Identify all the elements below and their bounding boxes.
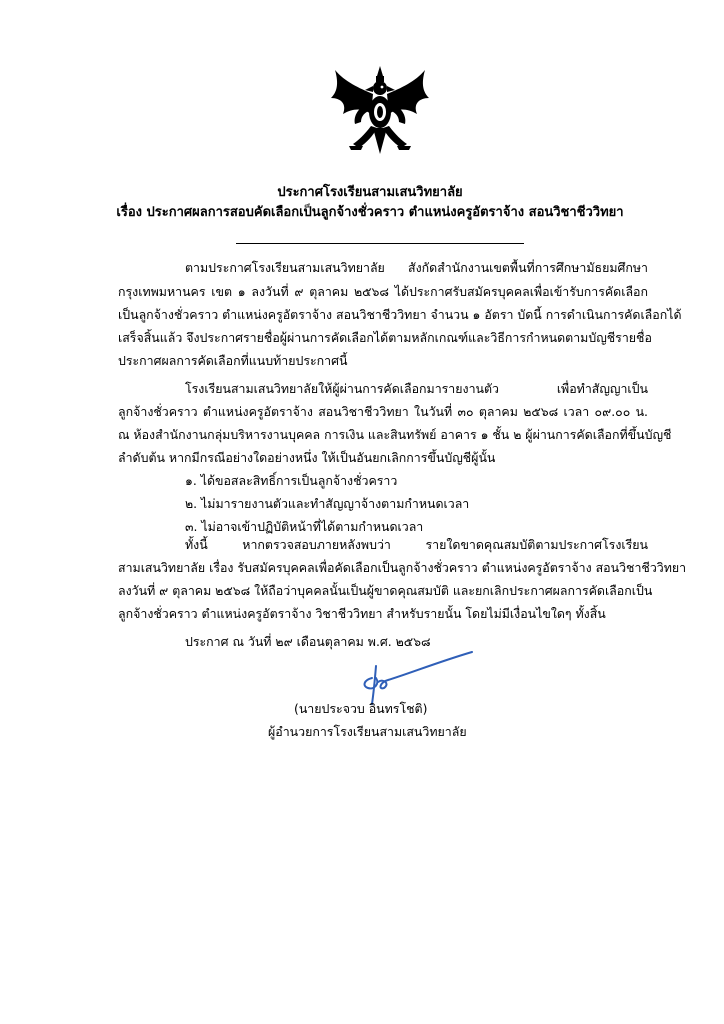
announcement-date: ประกาศ ณ วันที่ ๒๙ เดือนตุลาคม พ.ศ. ๒๕๖๘ — [185, 634, 431, 649]
announcement-subject: เรื่อง ประกาศผลการสอบคัดเลือกเป็นลูกจ้างชั่วคราว ตำแหน่งครูอัตราจ้าง สอนวิชาชีววิทยา — [116, 205, 624, 220]
para3-line: สามเสนวิทยาลัย เรื่อง รับสมัครบุคคลเพื่อคัดเลือกเป็นลูกจ้างชั่วคราว ตำแหน่งครูอัตราจ้าง สอนวิชาชีววิทยา — [118, 560, 687, 575]
announcement-title: ประกาศโรงเรียนสามเสนวิทยาลัย — [277, 185, 463, 200]
para1-line: ตามประกาศโรงเรียนสามเสนวิทยาลัย สังกัดสำนักงานเขตพื้นที่การศึกษามัธยมศึกษา — [185, 260, 648, 275]
para1-line: เสร็จสิ้นแล้ว จึงประกาศรายชื่อผู้ผ่านการคัดเลือกได้ตามหลักเกณฑ์และวิธีการกำหนดตามบัญชีรายชื่อ — [118, 330, 652, 345]
para2-line: ลำดับต้น หากมีกรณีอย่างใดอย่างหนึ่ง ให้เป็นอันยกเลิกการขึ้นบัญชีผู้นั้น — [118, 450, 496, 465]
para1-line: เป็นลูกจ้างชั่วคราว ตำแหน่งครูอัตราจ้าง สอนวิชาชีววิทยา จำนวน ๑ อัตรา บัดนี้ การดำเนินการคัดเลือกได้ — [118, 307, 682, 322]
para1-line: กรุงเทพมหานคร เขต ๑ ลงวันที่ ๙ ตุลาคม ๒๕๖๘ ได้ประกาศรับสมัครบุคคลเพื่อเข้ารับการคัดเลือก — [118, 284, 648, 299]
para3-line: ลูกจ้างชั่วคราว ตำแหน่งครูอัตราจ้าง วิชาชีววิทยา สำหรับรายนั้น โดยไม่มีเงื่อนไขใดๆ ทั้งสิ้น — [118, 606, 606, 621]
para3-line: ลงวันที่ ๙ ตุลาคม ๒๕๖๘ ให้ถือว่าบุคคลนั้นเป็นผู้ขาดคุณสมบัติ และยกเลิกประกาศผลการคัดเลือกเป็น — [118, 583, 653, 598]
garuda-emblem-icon — [329, 64, 431, 156]
list-item: ๒. ไม่มารายงานตัวและทำสัญญาจ้างตามกำหนดเวลา — [185, 496, 470, 511]
list-item: ๑. ได้ขอสละสิทธิ์การเป็นลูกจ้างชั่วคราว — [185, 473, 398, 488]
signer-position: ผู้อำนวยการโรงเรียนสามเสนวิทยาลัย — [268, 724, 467, 739]
para2-line: ณ ห้องสำนักงานกลุ่มบริหารงานบุคคล การเงิน และสินทรัพย์ อาคาร ๑ ชั้น ๒ ผู้ผ่านการคัดเลือกที่ขึ้นบัญชี — [118, 427, 672, 442]
para3-line: ทั้งนี้ หากตรวจสอบภายหลังพบว่า รายใดขาดคุณสมบัติตามประกาศโรงเรียน — [185, 537, 648, 552]
para2-line: ลูกจ้างชั่วคราว ตำแหน่งครูอัตราจ้าง สอนวิชาชีววิทยา ในวันที่ ๓๐ ตุลาคม ๒๕๖๘ เวลา ๐๙.๐๐ น. — [118, 404, 648, 419]
signer-name: (นายประจวบ อินทรโชติ) — [294, 701, 428, 716]
list-item: ๓. ไม่อาจเข้าปฏิบัติหน้าที่ได้ตามกำหนดเวลา — [185, 519, 424, 534]
title-divider — [236, 243, 524, 244]
para2-line: โรงเรียนสามเสนวิทยาลัยให้ผู้ผ่านการคัดเลือกมารายงานตัว เพื่อทำสัญญาเป็น — [185, 381, 648, 396]
para1-line: ประกาศผลการคัดเลือกที่แนบท้ายประกาศนี้ — [118, 353, 348, 368]
